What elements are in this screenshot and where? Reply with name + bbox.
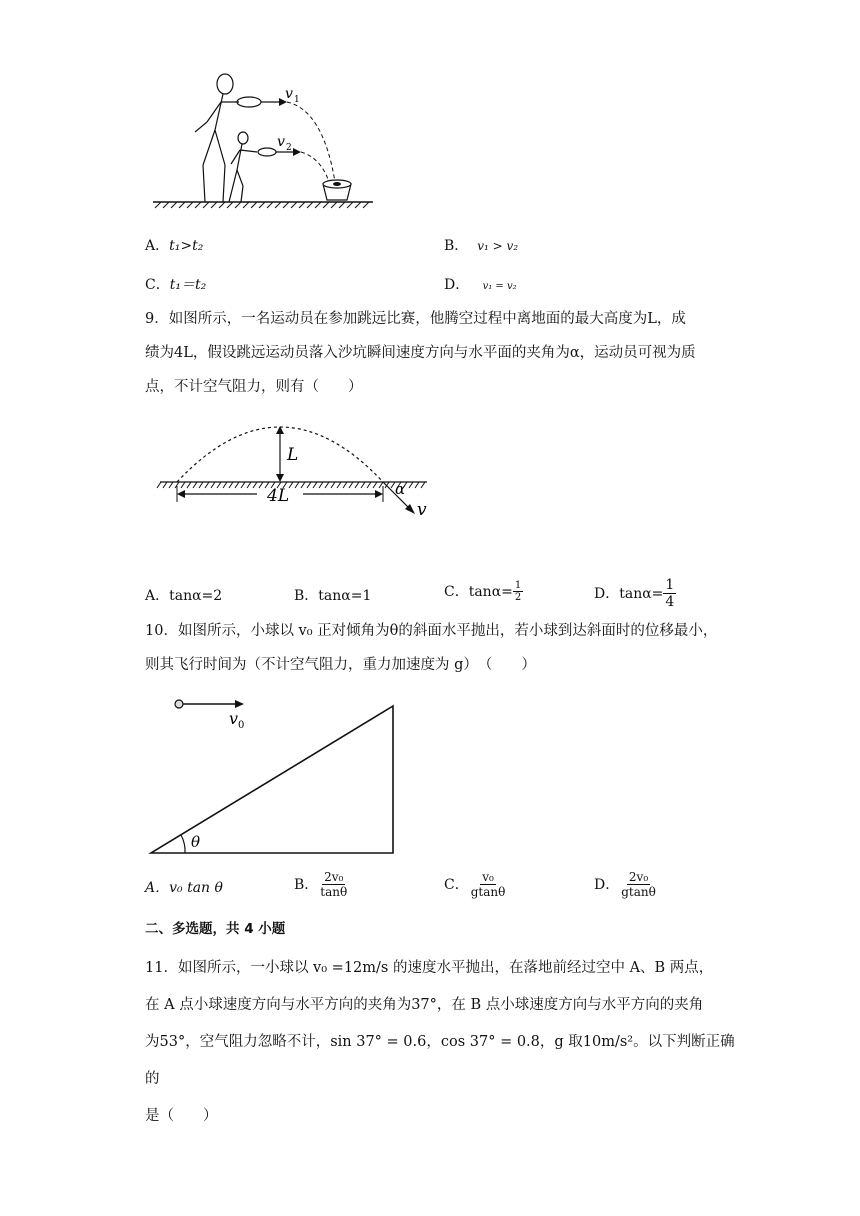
fig9-L-label: L xyxy=(287,445,299,465)
section-heading-multiple-choice: 二、多选题，共 4 小题 xyxy=(145,921,286,937)
q10-option-d xyxy=(594,870,658,899)
q8-option-b xyxy=(444,236,518,256)
q8-option-a-label: A． xyxy=(145,238,170,254)
q10-option-c-numerator: v₀ xyxy=(482,870,494,884)
q8-option-d-text: v₁ = v₂ xyxy=(482,281,517,292)
q11-line-3: 为53°，空气阻力忽略不计，sin 37° = 0.6，cos 37° = 0.8，g 取10m/s²。以下判断正确的 xyxy=(145,1034,735,1087)
q8-option-a-text: t₁>t₂ xyxy=(169,238,204,254)
q10-line-2: 则其飞行时间为（不计空气阻力，重力加速度为 g） （ ） xyxy=(145,657,536,673)
q10-option-a: A．v₀ tan θ xyxy=(145,880,223,896)
q10-line-1: 10．如图所示，小球以 v₀ 正对倾角为θ的斜面水平抛出，若小球到达斜面时的位移最小， xyxy=(145,623,718,639)
q9-option-c xyxy=(444,580,523,603)
v2-subscript: 2 xyxy=(286,143,292,153)
q9-question xyxy=(145,302,725,404)
fig10-theta-label: θ xyxy=(191,833,201,851)
q9-option-d xyxy=(594,577,676,610)
figure-q10-incline xyxy=(145,690,405,860)
q10-option-b-numerator: 2v₀ xyxy=(324,870,344,884)
figure-q9-long-jump xyxy=(155,412,445,522)
q10-question xyxy=(145,614,735,682)
fig10-v0-label: v xyxy=(229,709,239,728)
v1-label: v xyxy=(285,86,293,102)
q9-line-1: 9．如图所示，一名运动员在参加跳远比赛，他腾空过程中离地面的最大高度为L，成 xyxy=(145,311,686,327)
q8-option-c-text: t₁＝t₂ xyxy=(169,277,207,293)
q10-option-d-denominator: gtanθ xyxy=(621,885,656,899)
q11-line-4: 是（ ） xyxy=(145,1108,218,1124)
q10-option-d-prefix: D． xyxy=(594,876,620,893)
q8-option-c xyxy=(145,275,206,295)
q9-option-d-prefix: D．tanα= xyxy=(594,585,664,602)
q9-option-b: B．tanα=1 xyxy=(294,588,372,604)
v1-subscript: 1 xyxy=(294,95,300,105)
q8-option-c-label: C． xyxy=(145,277,170,293)
q9-option-c-prefix: C．tanα= xyxy=(444,583,513,600)
q10-option-c xyxy=(444,870,507,899)
q10-option-b-prefix: B． xyxy=(294,876,319,893)
q11-line-2: 在 A 点小球速度方向与水平方向的夹角为37°，在 B 点小球速度方向与水平方向的夹角 xyxy=(145,997,704,1013)
q10-option-b xyxy=(294,870,349,899)
q9-option-d-numerator: 1 xyxy=(665,577,675,593)
q9-line-3: 点，不计空气阻力，则有（ ） xyxy=(145,379,363,395)
q11-line-1: 11．如图所示，一小球以 v₀ =12m/s 的速度水平抛出，在落地前经过空中 A、B 两点， xyxy=(145,960,714,976)
figure-q8-throwers xyxy=(145,70,385,215)
q8-option-b-label: B． xyxy=(444,238,469,254)
q10-option-c-prefix: C． xyxy=(444,876,469,893)
q8-option-a xyxy=(145,236,203,256)
fig9-alpha-label: α xyxy=(395,480,406,498)
q10-option-d-numerator: 2v₀ xyxy=(628,870,649,884)
q9-option-a: A．tanα=2 xyxy=(145,588,223,604)
fig9-4L-label: 4L xyxy=(267,486,290,506)
q8-option-b-text: v₁ > v₂ xyxy=(477,239,519,253)
q11-question xyxy=(145,950,735,1135)
q8-option-d xyxy=(444,275,517,297)
q10-option-b-denominator: tanθ xyxy=(320,885,348,899)
q9-option-c-denominator: 2 xyxy=(514,592,522,603)
q9-option-d-denominator: 4 xyxy=(665,594,675,610)
q9-line-2: 绩为4L，假设跳远运动员落入沙坑瞬间速度方向与水平面的夹角为α，运动员可视为质 xyxy=(145,345,696,361)
fig9-v-label: v xyxy=(417,500,427,520)
q8-option-d-label: D． xyxy=(444,277,470,293)
fig10-v0-subscript: 0 xyxy=(238,720,245,731)
q9-option-c-numerator: 1 xyxy=(514,580,522,591)
v2-label: v xyxy=(277,134,285,150)
q10-option-c-denominator: gtanθ xyxy=(470,885,506,899)
